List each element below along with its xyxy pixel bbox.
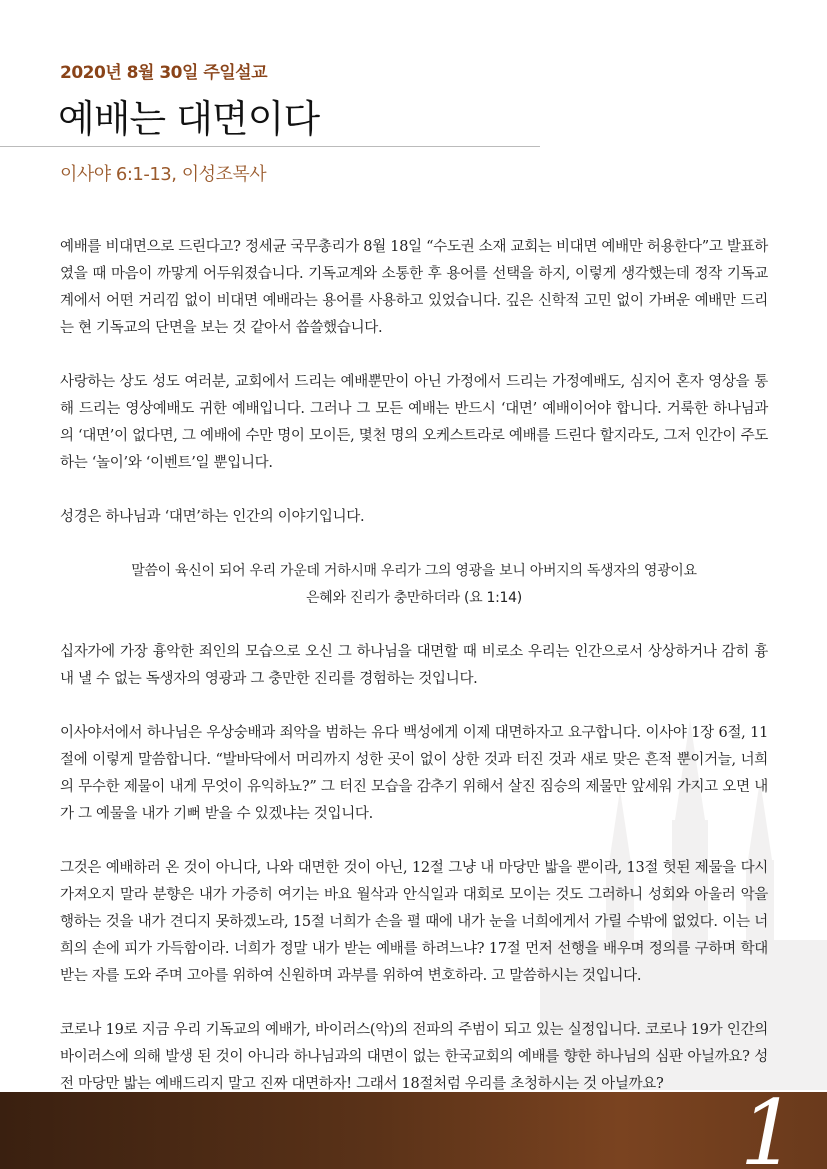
paragraph: 사랑하는 상도 성도 여러분, 교회에서 드리는 예배뿐만이 아닌 가정에서 드리는 가정예배도, 심지어 혼자 영상을 통해 드리는 영상예배도 귀한 예배입니다. 그러나 그 모든 예배는 반드시 ‘대면’ 예배이어야 합니다. 거룩한 하나님과의 ‘대면’이 없다면, 그 예배에 수만 명이 모이든, 몇천 명의 오케스트라로 예배를 드린다 할지라도, 그저 인간이 주도하는 ‘놀이’와 ‘이벤트’일 뿐입니다. (60, 374, 768, 471)
footer-band (0, 1092, 827, 1169)
sermon-date: 2020년 8월 30일 주일설교 (60, 63, 268, 83)
sermon-body (60, 234, 768, 1125)
title-divider (0, 146, 540, 147)
scripture-quote (60, 558, 768, 612)
quote-line: 은혜와 진리가 충만하더라 (요 1:14) (306, 590, 522, 606)
paragraph: 십자가에 가장 흉악한 죄인의 모습으로 오신 그 하나님을 대면할 때 비로소 우리는 인간으로서 상상하거나 감히 흉내 낼 수 없는 독생자의 영광과 그 충만한 진리를 경험하는 것입니다. (60, 644, 768, 687)
paragraph: 그것은 예배하러 온 것이 아니다, 나와 대면한 것이 아닌, 12절 그냥 내 마당만 밟을 뿐이라, 13절 헛된 제물을 다시 가져오지 말라 분향은 내가 가증히 여기는 바요 월삭과 안식일과 대회로 모이는 것도 그러하니 성회와 아울러 악을 행하는 것을 내가 견디지 못하겠노라, 15절 너희가 손을 펼 때에 내가 눈을 너희에게서 가릴 수밖에 없었다. 이는 너희의 손에 피가 가득함이라. 너희가 정말 내가 받는 예배를 하려느냐? 17절 먼저 선행을 배우며 정의를 구하며 학대 받는 자를 도와 주며 고아를 위하여 신원하며 과부를 위하여 변호하라. 고 말씀하시는 것입니다. (60, 860, 768, 984)
paragraph: 코로나 19로 지금 우리 기독교의 예배가, 바이러스(악)의 전파의 주범이 되고 있는 실정입니다. 코로나 19가 인간의 바이러스에 의해 발생 된 것이 아니라 하나님과의 대면이 없는 한국교회의 예배를 향한 하나님의 심판 아닐까요? 성전 마당만 밟는 예배드리지 말고 진짜 대면하자! 그래서 18절처럼 우리를 초청하시는 것 아닐까요? (60, 1022, 768, 1092)
paragraph: 성경은 하나님과 ‘대면’하는 인간의 이야기입니다. (60, 509, 365, 525)
page-number: 1 (739, 1092, 797, 1169)
paragraph: 예배를 비대면으로 드린다고? 정세균 국무총리가 8월 18일 “수도권 소재 교회는 비대면 예배만 허용한다”고 발표하였을 때 마음이 까맣게 어두워졌습니다. 기독교계와 소통한 후 용어를 선택을 하지, 이렇게 생각했는데 정작 기독교계에서 어떤 거리낌 없이 비대면 예배라는 용어를 사용하고 있었습니다. 깊은 신학적 고민 없이 가벼운 예배만 드리는 현 기독교의 단면을 보는 것 같아서 씁쓸했습니다. (60, 239, 768, 336)
paragraph: 이사야서에서 하나님은 우상숭배과 죄악을 범하는 유다 백성에게 이제 대면하자고 요구합니다. 이사야 1장 6절, 11절에 이렇게 말씀합니다. “발바닥에서 머리까지 성한 곳이 없이 상한 것과 터진 것과 새로 맞은 흔적 뿐이거늘, 너희의 무수한 제물이 내게 무엇이 유익하뇨?” 그 터진 모습을 감추기 위해서 살진 짐승의 제물만 앞세워 가지고 오면 내가 그 예물을 내가 기뻐 받을 수 있겠냐는 것입니다. (60, 725, 768, 822)
quote-line: 말씀이 육신이 되어 우리 가운데 거하시매 우리가 그의 영광을 보니 아버지의 독생자의 영광이요 (131, 563, 697, 579)
scripture-reference: 이사야 6:1-13, 이성조목사 (60, 164, 267, 185)
page-title: 예배는 대면이다 (58, 97, 320, 141)
